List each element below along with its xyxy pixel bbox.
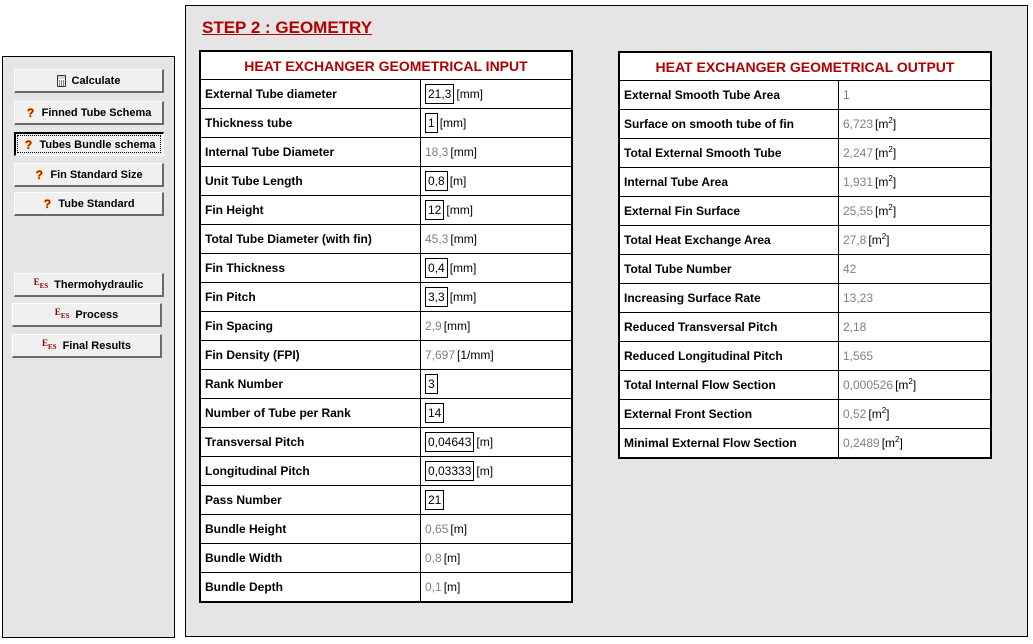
button-label: Tube Standard <box>58 197 135 210</box>
input-field[interactable]: 3 <box>425 374 438 394</box>
input-value-cell <box>421 515 573 544</box>
output-row <box>619 313 991 342</box>
unit-close: ] <box>892 117 897 131</box>
geometry-panel <box>185 5 1028 637</box>
calculator-icon <box>57 75 66 87</box>
ees-icon-letter: E <box>54 307 61 317</box>
output-row <box>619 400 991 429</box>
unit-label <box>875 204 896 218</box>
input-field[interactable]: 0,03333 <box>425 461 474 481</box>
computed-value: 27,8 <box>843 233 867 247</box>
input-label: Total Tube Diameter (with fin) <box>200 225 421 254</box>
help-question-icon: ? <box>35 167 44 182</box>
computed-value: 45,3 <box>425 232 449 246</box>
output-row <box>619 81 991 110</box>
output-row <box>619 110 991 139</box>
input-row <box>200 457 572 486</box>
input-label: Thickness tube <box>200 109 421 138</box>
geometrical-output-table <box>618 51 992 459</box>
input-value-cell <box>421 109 573 138</box>
unit-label: [m] <box>443 551 461 565</box>
unit-label <box>882 436 903 450</box>
output-row <box>619 226 991 255</box>
input-field[interactable]: 14 <box>425 403 444 423</box>
output-label: Total Internal Flow Section <box>619 371 839 400</box>
ees-icon-letter: E <box>47 343 53 351</box>
calculate-button[interactable] <box>14 69 164 93</box>
output-label: Surface on smooth tube of fin <box>619 110 839 139</box>
computed-value: 6,723 <box>843 117 874 131</box>
unit-close: ] <box>892 204 897 218</box>
unit-exponent: 2 <box>888 174 893 183</box>
input-row <box>200 80 572 109</box>
input-label: Rank Number <box>200 370 421 399</box>
computed-value: 0,52 <box>843 407 867 421</box>
computed-value: 1 <box>843 88 850 102</box>
input-value-cell <box>421 457 573 486</box>
output-label: Minimal External Flow Section <box>619 429 839 459</box>
input-table-header: HEAT EXCHANGER GEOMETRICAL INPUT <box>200 51 572 80</box>
ees-icon <box>55 308 70 321</box>
input-value-cell <box>421 312 573 341</box>
input-value-cell <box>421 80 573 109</box>
output-label: Increasing Surface Rate <box>619 284 839 313</box>
button-label: Process <box>75 308 119 321</box>
computed-value: 25,55 <box>843 204 874 218</box>
input-row <box>200 486 572 515</box>
input-value-cell <box>421 486 573 515</box>
input-value-cell <box>421 254 573 283</box>
unit-label <box>895 378 916 392</box>
unit-base: [m <box>875 117 889 131</box>
input-label: Fin Thickness <box>200 254 421 283</box>
process-button[interactable] <box>12 303 162 327</box>
output-row <box>619 284 991 313</box>
unit-base: [m <box>875 175 889 189</box>
unit-label <box>875 117 896 131</box>
input-value-cell <box>421 341 573 370</box>
ees-icon-letter: S <box>44 282 49 290</box>
computed-value: 0,1 <box>425 580 442 594</box>
input-row <box>200 428 572 457</box>
input-field[interactable]: 1 <box>425 113 438 133</box>
left-button-panel <box>2 56 175 638</box>
computed-value: 0,2489 <box>843 436 880 450</box>
input-field[interactable]: 3,3 <box>425 287 448 307</box>
input-row <box>200 138 572 167</box>
unit-label <box>875 146 896 160</box>
ees-icon-letter: S <box>65 312 70 320</box>
output-label: Reduced Longitudinal Pitch <box>619 342 839 371</box>
unit-base: [m <box>868 407 882 421</box>
output-value-cell <box>839 226 992 255</box>
unit-exponent: 2 <box>895 435 900 444</box>
output-value-cell <box>839 139 992 168</box>
output-label: External Front Section <box>619 400 839 429</box>
input-label: Fin Height <box>200 196 421 225</box>
computed-value: 2,9 <box>425 319 442 333</box>
output-label: Reduced Transversal Pitch <box>619 313 839 342</box>
input-label: Unit Tube Length <box>200 167 421 196</box>
unit-base: [m <box>895 378 909 392</box>
computed-value: 18,3 <box>425 145 449 159</box>
ees-icon-letter: S <box>52 343 57 351</box>
unit-label: [mm] <box>450 145 478 159</box>
input-label: Pass Number <box>200 486 421 515</box>
unit-label: [1/mm] <box>457 348 494 362</box>
button-label: Finned Tube Schema <box>41 106 152 119</box>
input-value-cell <box>421 573 573 603</box>
unit-close: ] <box>912 378 917 392</box>
unit-base: [m <box>881 436 896 450</box>
input-row <box>200 254 572 283</box>
unit-label: [mm] <box>449 261 477 275</box>
unit-base: [m <box>868 233 882 247</box>
unit-label: [m] <box>476 464 494 478</box>
unit-exponent: 2 <box>888 203 893 212</box>
output-label: External Smooth Tube Area <box>619 81 839 110</box>
unit-label: [m] <box>449 174 467 188</box>
input-field[interactable]: 21 <box>425 490 444 510</box>
input-row <box>200 283 572 312</box>
computed-value: 0,65 <box>425 522 449 536</box>
help-question-icon: ? <box>24 137 33 152</box>
input-value-cell <box>421 544 573 573</box>
output-label: Total Tube Number <box>619 255 839 284</box>
unit-label: [mm] <box>446 203 474 217</box>
help-question-icon: ? <box>43 196 52 211</box>
ees-icon <box>42 339 57 352</box>
unit-label: [mm] <box>449 290 477 304</box>
output-value-cell <box>839 400 992 429</box>
input-field[interactable]: 0,8 <box>425 171 448 191</box>
ees-icon <box>34 278 49 291</box>
unit-close: ] <box>892 146 897 160</box>
unit-close: ] <box>886 233 890 247</box>
output-row <box>619 342 991 371</box>
output-label: Total External Smooth Tube <box>619 139 839 168</box>
unit-label <box>868 407 889 421</box>
input-value-cell <box>421 138 573 167</box>
output-value-cell <box>839 168 992 197</box>
output-value-cell <box>839 255 992 284</box>
ees-icon-letter: E <box>60 312 66 320</box>
unit-label <box>875 175 896 189</box>
unit-label: [mm] <box>439 116 467 130</box>
output-value-cell <box>839 313 992 342</box>
unit-exponent: 2 <box>881 232 887 241</box>
input-row <box>200 312 572 341</box>
unit-label: [m] <box>476 435 494 449</box>
computed-value: 7,697 <box>425 348 456 362</box>
input-label: External Tube diameter <box>200 80 421 109</box>
input-value-cell <box>421 225 573 254</box>
input-value-cell <box>421 196 573 225</box>
unit-label: [mm] <box>443 319 471 333</box>
input-row <box>200 544 572 573</box>
input-label: Bundle Depth <box>200 573 421 603</box>
computed-value: 2,18 <box>843 320 867 334</box>
output-table-header: HEAT EXCHANGER GEOMETRICAL OUTPUT <box>619 52 991 81</box>
output-value-cell <box>839 197 992 226</box>
input-row <box>200 167 572 196</box>
ees-icon-letter: E <box>39 282 45 290</box>
output-row <box>619 197 991 226</box>
input-label: Fin Density (FPI) <box>200 341 421 370</box>
unit-label: [m] <box>443 580 461 594</box>
computed-value: 13,23 <box>843 291 874 305</box>
output-label: Internal Tube Area <box>619 168 839 197</box>
input-row <box>200 109 572 138</box>
input-row <box>200 573 572 603</box>
input-label: Number of Tube per Rank <box>200 399 421 428</box>
ees-icon-letter: E <box>41 338 48 348</box>
output-value-cell <box>839 371 992 400</box>
output-value-cell <box>839 81 992 110</box>
computed-value: 1,565 <box>843 349 874 363</box>
output-label: External Fin Surface <box>619 197 839 226</box>
tubes-bundle-schema-button[interactable] <box>14 132 164 156</box>
fin-standard-size-button[interactable] <box>14 163 164 187</box>
unit-label: [m] <box>450 522 468 536</box>
button-label: Calculate <box>71 74 121 87</box>
output-row <box>619 139 991 168</box>
output-value-cell <box>839 110 992 139</box>
input-row <box>200 399 572 428</box>
unit-close: ] <box>892 175 897 189</box>
unit-base: [m <box>875 146 889 160</box>
unit-label: [mm] <box>450 232 478 246</box>
input-field[interactable]: 12 <box>425 200 444 220</box>
input-value-cell <box>421 167 573 196</box>
input-label: Internal Tube Diameter <box>200 138 421 167</box>
input-label: Fin Spacing <box>200 312 421 341</box>
input-field[interactable]: 0,4 <box>425 258 448 278</box>
input-label: Bundle Width <box>200 544 421 573</box>
unit-exponent: 2 <box>888 116 893 125</box>
button-label: Tubes Bundle schema <box>39 138 156 151</box>
unit-close: ] <box>899 436 903 450</box>
input-row <box>200 341 572 370</box>
input-field[interactable]: 0,04643 <box>425 432 474 452</box>
button-label: Thermohydraulic <box>54 278 144 291</box>
unit-label <box>868 233 889 247</box>
input-value-cell <box>421 399 573 428</box>
geometrical-input-table <box>199 50 573 603</box>
input-row <box>200 225 572 254</box>
button-label: Final Results <box>62 339 132 352</box>
unit-exponent: 2 <box>881 406 887 415</box>
input-row <box>200 515 572 544</box>
help-question-icon: ? <box>26 105 35 120</box>
output-row <box>619 429 991 459</box>
final-results-button[interactable] <box>12 334 162 358</box>
computed-value: 0,8 <box>425 551 442 565</box>
unit-exponent: 2 <box>908 377 913 386</box>
page-title: STEP 2 : GEOMETRY <box>202 18 373 37</box>
input-row <box>200 370 572 399</box>
computed-value: 1,931 <box>843 175 874 189</box>
button-label: Fin Standard Size <box>50 168 143 181</box>
input-label: Longitudinal Pitch <box>200 457 421 486</box>
output-row <box>619 168 991 197</box>
output-value-cell <box>839 284 992 313</box>
unit-close: ] <box>886 407 890 421</box>
output-value-cell <box>839 342 992 371</box>
unit-base: [m <box>875 204 889 218</box>
unit-label: [mm] <box>456 87 484 101</box>
input-row <box>200 196 572 225</box>
unit-exponent: 2 <box>888 145 893 154</box>
output-row <box>619 371 991 400</box>
tube-standard-button[interactable] <box>14 192 164 216</box>
computed-value: 42 <box>843 262 857 276</box>
input-value-cell <box>421 370 573 399</box>
input-label: Transversal Pitch <box>200 428 421 457</box>
computed-value: 0,000526 <box>843 378 894 392</box>
input-field[interactable]: 21,3 <box>425 84 454 104</box>
input-value-cell <box>421 283 573 312</box>
input-value-cell <box>421 428 573 457</box>
input-label: Bundle Height <box>200 515 421 544</box>
output-label: Total Heat Exchange Area <box>619 226 839 255</box>
finned-tube-schema-button[interactable] <box>14 101 164 125</box>
output-value-cell <box>839 429 992 459</box>
ees-icon-letter: E <box>33 277 40 287</box>
input-label: Fin Pitch <box>200 283 421 312</box>
computed-value: 2,247 <box>843 146 874 160</box>
thermohydraulic-button[interactable] <box>14 273 164 297</box>
output-row <box>619 255 991 284</box>
